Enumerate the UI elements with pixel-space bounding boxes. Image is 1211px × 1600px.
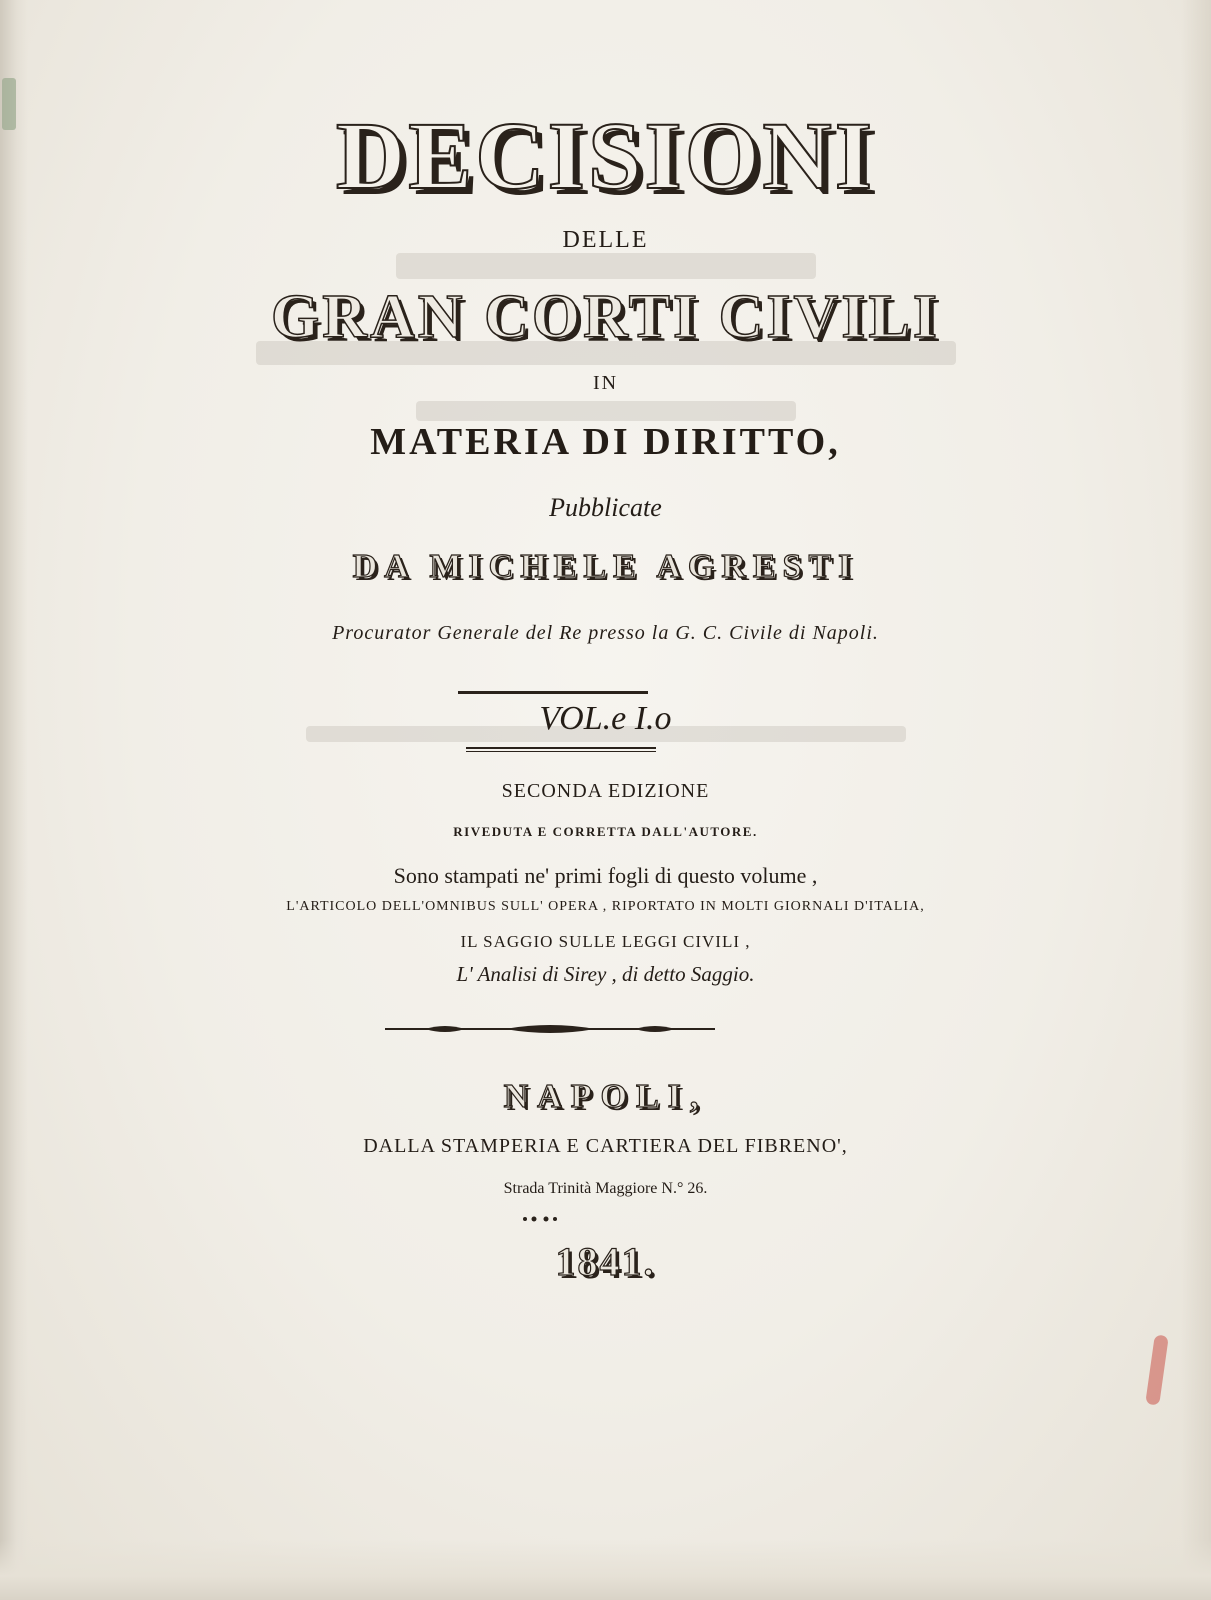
- imprint-printer: DALLA STAMPERIA E CARTIERA DEL FIBRENO',: [363, 1135, 848, 1157]
- title-in: IN: [592, 372, 619, 394]
- contents-intro: Sono stampati ne' primi fogli di questo volume ,: [393, 863, 818, 888]
- paper-edge-bottom: [0, 1540, 1211, 1600]
- rule-bottom: [466, 747, 656, 749]
- imprint-year: 1841.: [555, 1239, 656, 1284]
- imprint-address: Strada Trinità Maggiore N.° 26.: [503, 1180, 708, 1197]
- contents-essay: IL SAGGIO SULLE LEGGI CIVILI ,: [460, 932, 751, 951]
- edition-note: RIVEDUTA E CORRETTA DALL'AUTORE.: [453, 824, 758, 839]
- ornamental-divider: [385, 1018, 715, 1040]
- subject-title: MATERIA DI DIRITTO,: [370, 421, 841, 463]
- rule-top: [458, 691, 648, 694]
- author-role: Procurator Generale del Re presso la G. C. Civile di Napoli.: [332, 622, 879, 644]
- rule-bottom-thin: [466, 751, 656, 752]
- contents-analysis: L' Analisi di Sirey , di detto Saggio.: [456, 962, 755, 986]
- small-ornament: [520, 1214, 560, 1224]
- author-name: DA MICHELE AGRESTI: [352, 548, 859, 585]
- imprint-city: NAPOLI,: [503, 1078, 708, 1115]
- volume-label: VOL.e I.o: [539, 700, 672, 737]
- courts-title: GRAN CORTI CIVILI: [271, 283, 940, 351]
- stain-mark: [1145, 1334, 1169, 1405]
- main-title: DECISIONI: [335, 102, 876, 209]
- title-delle: DELLE: [562, 227, 649, 253]
- edition-label: SECONDA EDIZIONE: [501, 780, 710, 802]
- published-label: Pubblicate: [549, 493, 662, 522]
- contents-article: L'ARTICOLO DELL'OMNIBUS SULL' OPERA , RIPORTATO IN MOLTI GIORNALI D'ITALIA,: [286, 899, 925, 914]
